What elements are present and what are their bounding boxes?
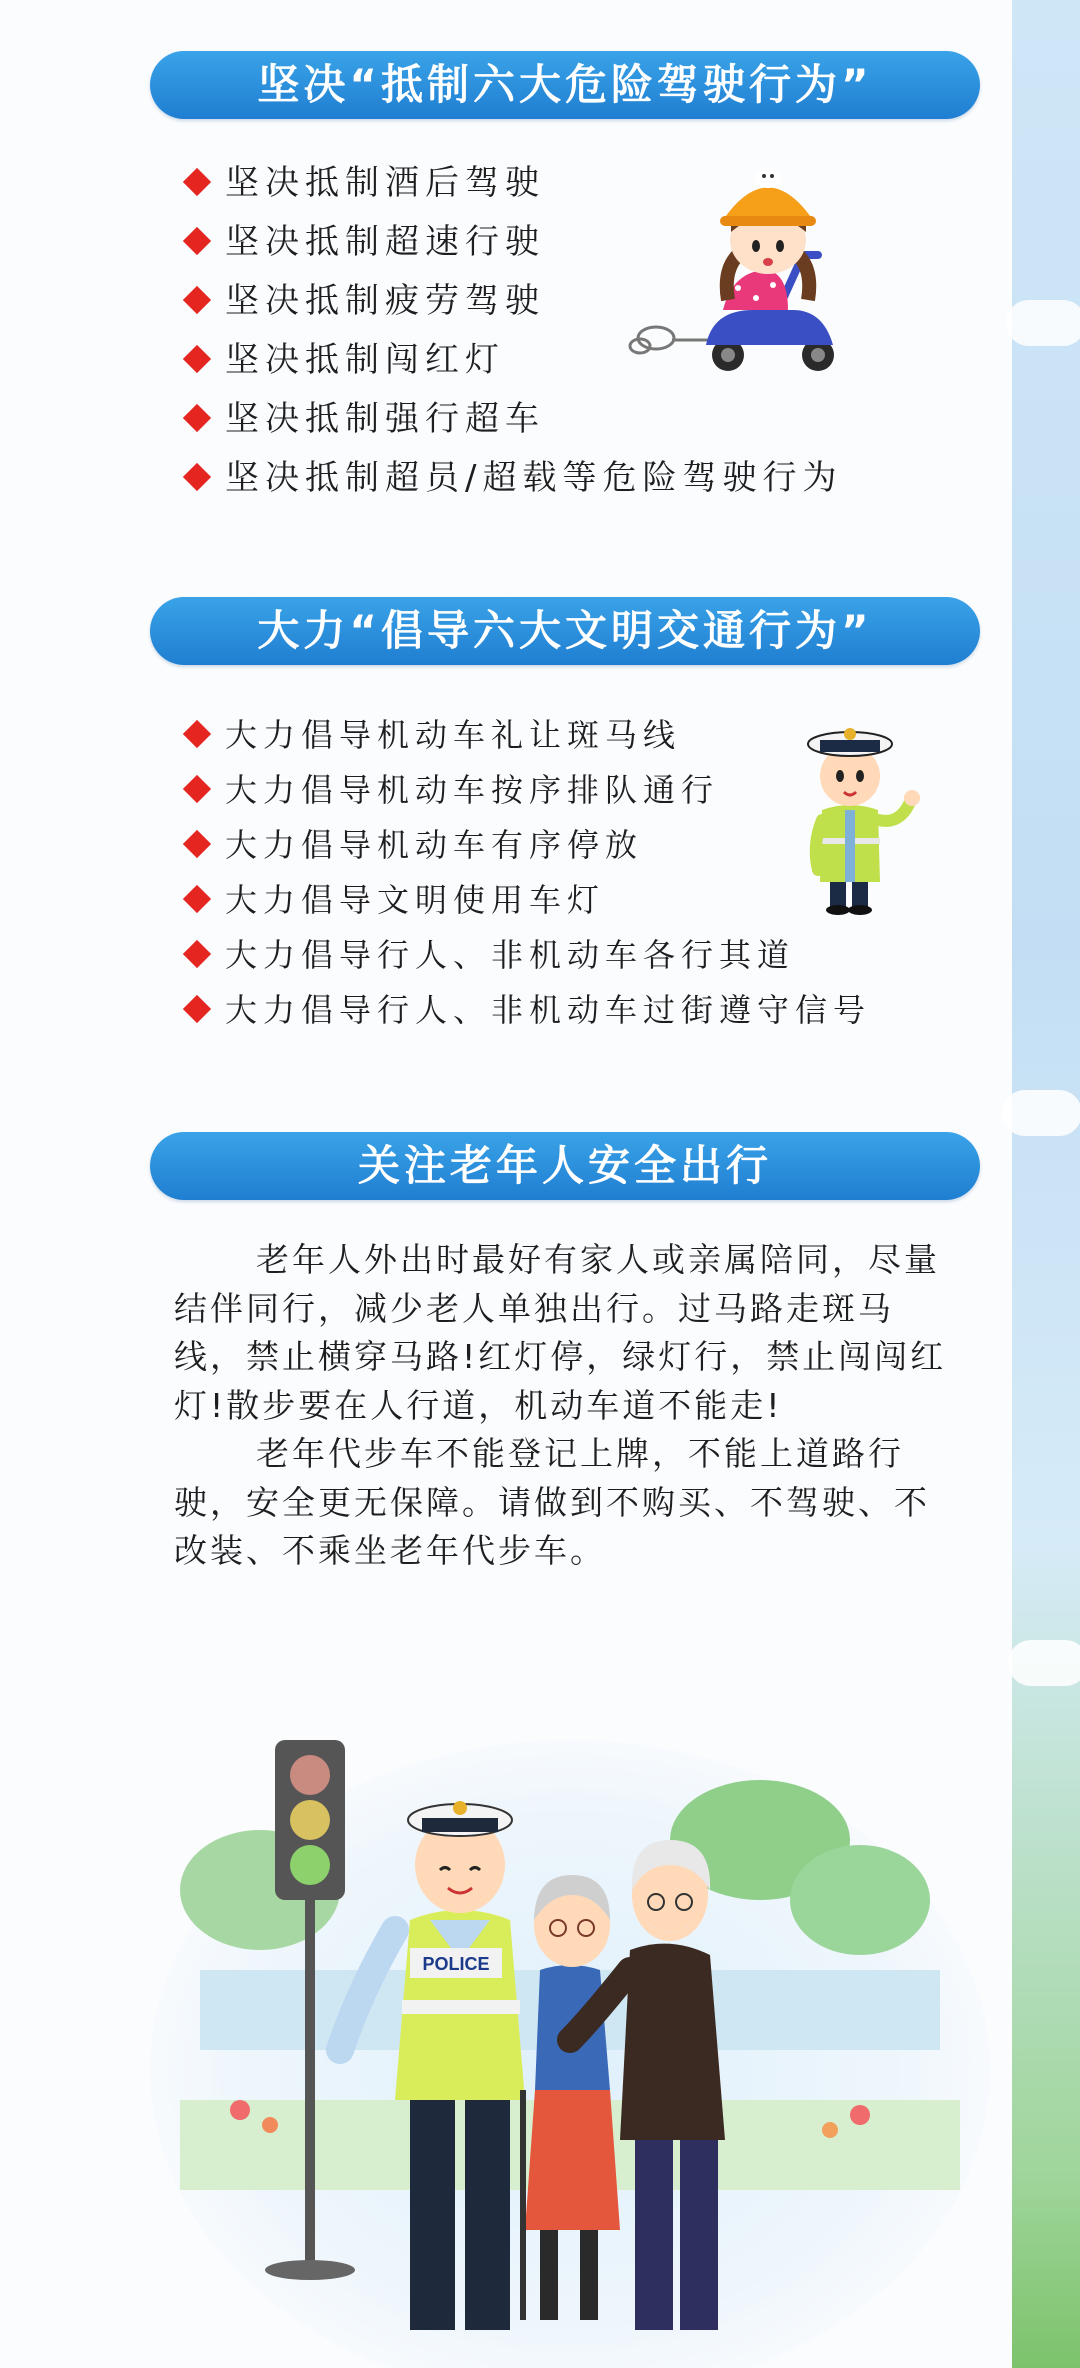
red-diamond-bullet-icon [183, 830, 211, 858]
list-item: 大力倡导机动车礼让斑马线 [185, 710, 871, 765]
red-diamond-bullet-icon [183, 940, 211, 968]
list-item: 大力倡导机动车有序停放 [185, 820, 871, 875]
right-sky-strip [1012, 0, 1080, 2368]
section-header-dangerous-driving: 坚决“抵制六大危险驾驶行为” [150, 51, 980, 119]
red-diamond-bullet-icon [183, 168, 211, 196]
red-diamond-bullet-icon [183, 775, 211, 803]
cloud-decoration [1008, 1640, 1080, 1686]
cartoon-girl-on-scooter-icon [628, 160, 853, 375]
list-item: 坚决抵制酒后驾驶 [185, 158, 842, 217]
red-diamond-bullet-icon [183, 227, 211, 255]
list-item: 大力倡导行人、非机动车各行其道 [185, 930, 871, 985]
red-diamond-bullet-icon [183, 345, 211, 373]
list-item: 坚决抵制疲劳驾驶 [185, 276, 842, 335]
red-diamond-bullet-icon [183, 286, 211, 314]
red-diamond-bullet-icon [183, 463, 211, 491]
red-diamond-bullet-icon [183, 404, 211, 432]
list-item: 坚决抵制超速行驶 [185, 217, 842, 276]
list-item: 坚决抵制闯红灯 [185, 335, 842, 394]
cloud-decoration [1002, 1090, 1080, 1136]
list-item: 坚决抵制超员/超载等危险驾驶行为 [185, 453, 842, 512]
paragraph-elderly-outing: 老年人外出时最好有家人或亲属陪同，尽量结伴同行，减少老人单独出行。过马路走斑马线，禁止横穿马路!红灯停，绿灯行，禁止闯闯红灯!散步要在人行道，机动车道不能走! [174, 1240, 947, 1425]
list-item: 坚决抵制强行超车 [185, 394, 842, 453]
section-header-elderly-safety: 关注老年人安全出行 [150, 1132, 980, 1200]
list-item: 大力倡导机动车按序排队通行 [185, 765, 871, 820]
red-diamond-bullet-icon [183, 885, 211, 913]
police-helping-elderly-scene-icon [140, 1670, 1000, 2368]
list-item: 大力倡导文明使用车灯 [185, 875, 871, 930]
cartoon-traffic-police-icon [800, 710, 925, 915]
section-header-civilized-traffic: 大力“倡导六大文明交通行为” [150, 597, 980, 665]
civilized-traffic-list [185, 710, 871, 1040]
police-vest-label: POLICE [422, 1954, 490, 1974]
paragraph-mobility-scooter: 老年代步车不能登记上牌，不能上道路行驶，安全更无保障。请做到不购买、不驾驶、不改装、不乘坐老年代步车。 [174, 1434, 930, 1570]
list-item: 大力倡导行人、非机动车过街遵守信号 [185, 985, 871, 1040]
red-diamond-bullet-icon [183, 995, 211, 1023]
red-diamond-bullet-icon [183, 720, 211, 748]
cloud-decoration [1006, 300, 1080, 346]
